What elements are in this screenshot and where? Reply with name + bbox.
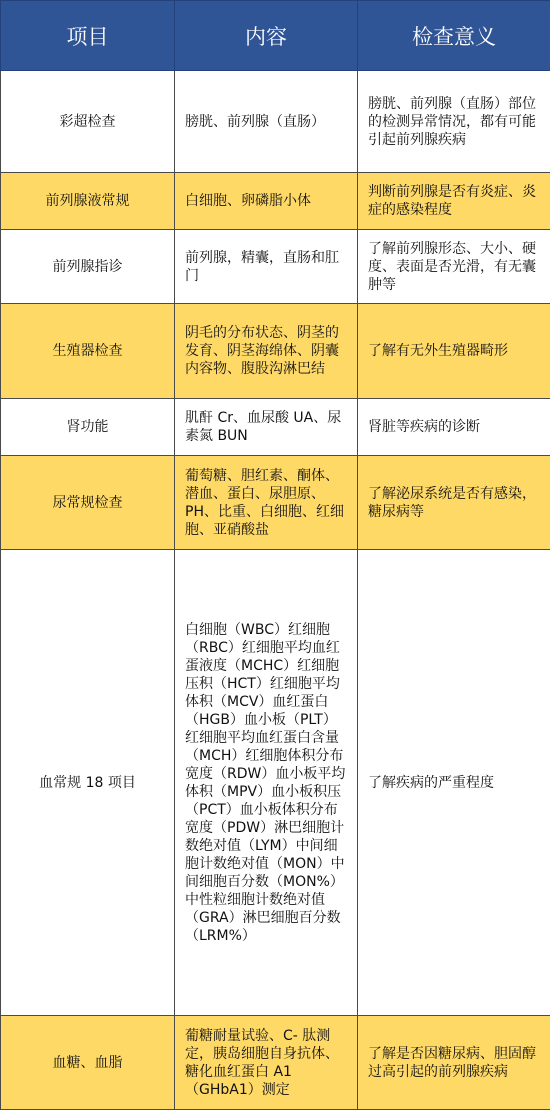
header-item: 项目 xyxy=(1,1,175,71)
cell-meaning: 肾脏等疾病的诊断 xyxy=(358,399,550,456)
cell-item: 生殖器检查 xyxy=(1,304,175,399)
cell-item: 尿常规检查 xyxy=(1,456,175,550)
table-row xyxy=(1,230,550,304)
cell-content: 肌酐 Cr、血尿酸 UA、尿素氮 BUN xyxy=(175,399,358,456)
cell-meaning: 了解泌尿系统是否有感染，糖尿病等 xyxy=(358,456,550,550)
cell-item: 前列腺指诊 xyxy=(1,230,175,304)
table-row xyxy=(1,1016,550,1110)
header-meaning: 检查意义 xyxy=(358,1,550,71)
cell-item: 彩超检查 xyxy=(1,71,175,173)
table-row xyxy=(1,456,550,550)
cell-meaning: 了解前列腺形态、大小、硬度、表面是否光滑，有无囊肿等 xyxy=(358,230,550,304)
cell-item: 前列腺液常规 xyxy=(1,173,175,230)
cell-content: 白细胞、卵磷脂小体 xyxy=(175,173,358,230)
cell-content: 阴毛的分布状态、阴茎的发育、阴茎海绵体、阴囊内容物、腹股沟淋巴结 xyxy=(175,304,358,399)
table-row xyxy=(1,304,550,399)
cell-meaning: 膀胱、前列腺（直肠）部位的检测异常情况，都有可能引起前列腺疾病 xyxy=(358,71,550,173)
cell-meaning: 判断前列腺是否有炎症、炎症的感染程度 xyxy=(358,173,550,230)
table-row xyxy=(1,550,550,1016)
cell-content: 葡糖耐量试验、C- 肽测定，胰岛细胞自身抗体、糖化血红蛋白 A1（GHbA1）测定 xyxy=(175,1016,358,1110)
cell-item: 血常规 18 项目 xyxy=(1,550,175,1016)
cell-meaning: 了解疾病的严重程度 xyxy=(358,550,550,1016)
cell-meaning: 了解有无外生殖器畸形 xyxy=(358,304,550,399)
cell-item: 肾功能 xyxy=(1,399,175,456)
table-row xyxy=(1,399,550,456)
header-row xyxy=(1,1,550,71)
cell-content: 葡萄糖、胆红素、酮体、潜血、蛋白、尿胆原、PH、比重、白细胞、红细胞、亚硝酸盐 xyxy=(175,456,358,550)
header-content: 内容 xyxy=(175,1,358,71)
table-row xyxy=(1,71,550,173)
cell-meaning: 了解是否因糖尿病、胆固醇过高引起的前列腺疾病 xyxy=(358,1016,550,1110)
cell-item: 血糖、血脂 xyxy=(1,1016,175,1110)
table-row xyxy=(1,173,550,230)
cell-content: 白细胞（WBC）红细胞（RBC）红细胞平均血红蛋液度（MCHC）红细胞压积（HCT）红细胞平均体积（MCV）血红蛋白（HGB）血小板（PLT）红细胞平均血红蛋白含量（MCH）红细胞体积分布宽度（RDW）血小板平均体积（MPV）血小板积压（PCT）血小板体积分布宽度（PDW）淋巴细胞计数绝对值（LYM）中间细胞计数绝对值（MON）中间细胞百分数（MON%）中性粒细胞计数绝对值（GRA）淋巴细胞百分数（LRM%） xyxy=(175,550,358,1016)
cell-content: 前列腺，精囊，直肠和肛门 xyxy=(175,230,358,304)
cell-content: 膀胱、前列腺（直肠） xyxy=(175,71,358,173)
